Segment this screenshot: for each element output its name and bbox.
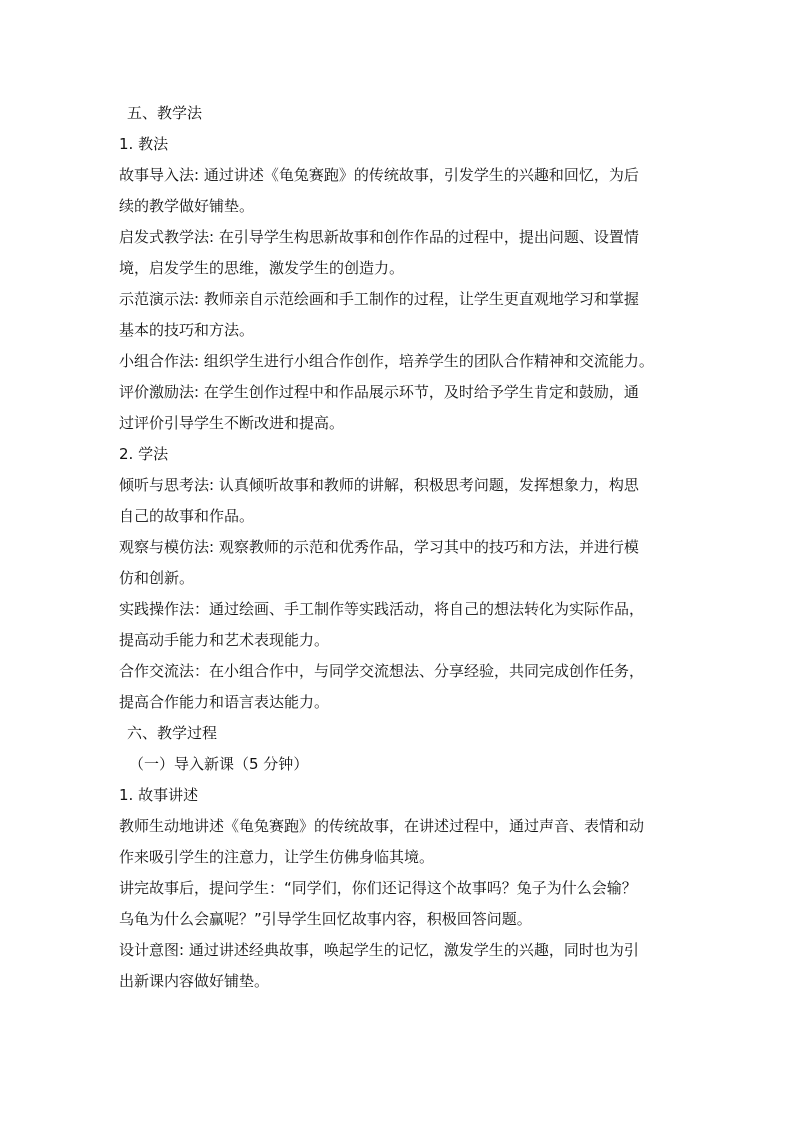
section-heading-teaching-process: 六、教学过程 bbox=[127, 724, 218, 742]
paragraph-line: 实践操作法：通过绘画、手工制作等实践活动，将自己的想法转化为实际作品， bbox=[119, 600, 645, 618]
subheading-introduction: （一）导入新课（5 分钟） bbox=[129, 755, 309, 773]
subheading-learning-method: 2. 学法 bbox=[119, 445, 169, 463]
paragraph-line: 示范演示法: 教师亲自示范绘画和手工制作的过程，让学生更直观地学习和掌握 bbox=[119, 290, 639, 308]
paragraph-line: 作来吸引学生的注意力，让学生仿佛身临其境。 bbox=[119, 848, 435, 866]
paragraph-line: 基本的技巧和方法。 bbox=[119, 321, 255, 339]
paragraph-line: 讲完故事后，提问学生：“同学们，你们还记得这个故事吗？兔子为什么会输？ bbox=[119, 879, 637, 897]
paragraph-line: 合作交流法：在小组合作中，与同学交流想法、分享经验，共同完成创作任务， bbox=[119, 662, 645, 680]
paragraph-line: 自己的故事和作品。 bbox=[119, 507, 255, 525]
paragraph-line: 观察与模仿法: 观察教师的示范和优秀作品，学习其中的技巧和方法，并进行模 bbox=[119, 538, 639, 556]
paragraph-line: 境，启发学生的思维，激发学生的创造力。 bbox=[119, 259, 405, 277]
paragraph-line: 出新课内容做好铺垫。 bbox=[119, 972, 270, 990]
paragraph-line: 启发式教学法: 在引导学生构思新故事和创作作品的过程中，提出问题、设置情 bbox=[119, 228, 639, 246]
paragraph-line: 小组合作法: 组织学生进行小组合作创作，培养学生的团队合作精神和交流能力。 bbox=[119, 352, 654, 370]
paragraph-line: 故事导入法: 通过讲述《龟兔赛跑》的传统故事，引发学生的兴趣和回忆，为后 bbox=[119, 166, 639, 184]
paragraph-line: 倾听与思考法: 认真倾听故事和教师的讲解，积极思考问题，发挥想象力，构思 bbox=[119, 476, 639, 494]
subheading-teaching-method: 1. 教法 bbox=[119, 135, 169, 153]
section-heading-teaching-methods: 五、教学法 bbox=[127, 104, 203, 122]
paragraph-line: 仿和创新。 bbox=[119, 569, 195, 587]
paragraph-line: 提高合作能力和语言表达能力。 bbox=[119, 693, 330, 711]
paragraph-line: 教师生动地讲述《龟兔赛跑》的传统故事，在讲述过程中，通过声音、表情和动 bbox=[119, 817, 645, 835]
document-body bbox=[119, 98, 687, 997]
paragraph-line: 提高动手能力和艺术表现能力。 bbox=[119, 631, 330, 649]
paragraph-line: 过评价引导学生不断改进和提高。 bbox=[119, 414, 345, 432]
subheading-story-telling: 1. 故事讲述 bbox=[119, 786, 199, 804]
paragraph-line: 设计意图: 通过讲述经典故事，唤起学生的记忆，激发学生的兴趣，同时也为引 bbox=[119, 941, 639, 959]
paragraph-line: 评价激励法: 在学生创作过程中和作品展示环节，及时给予学生肯定和鼓励，通 bbox=[119, 383, 639, 401]
paragraph-line: 乌龟为什么会赢呢？”引导学生回忆故事内容，积极回答问题。 bbox=[119, 910, 532, 928]
paragraph-line: 续的教学做好铺垫。 bbox=[119, 197, 255, 215]
